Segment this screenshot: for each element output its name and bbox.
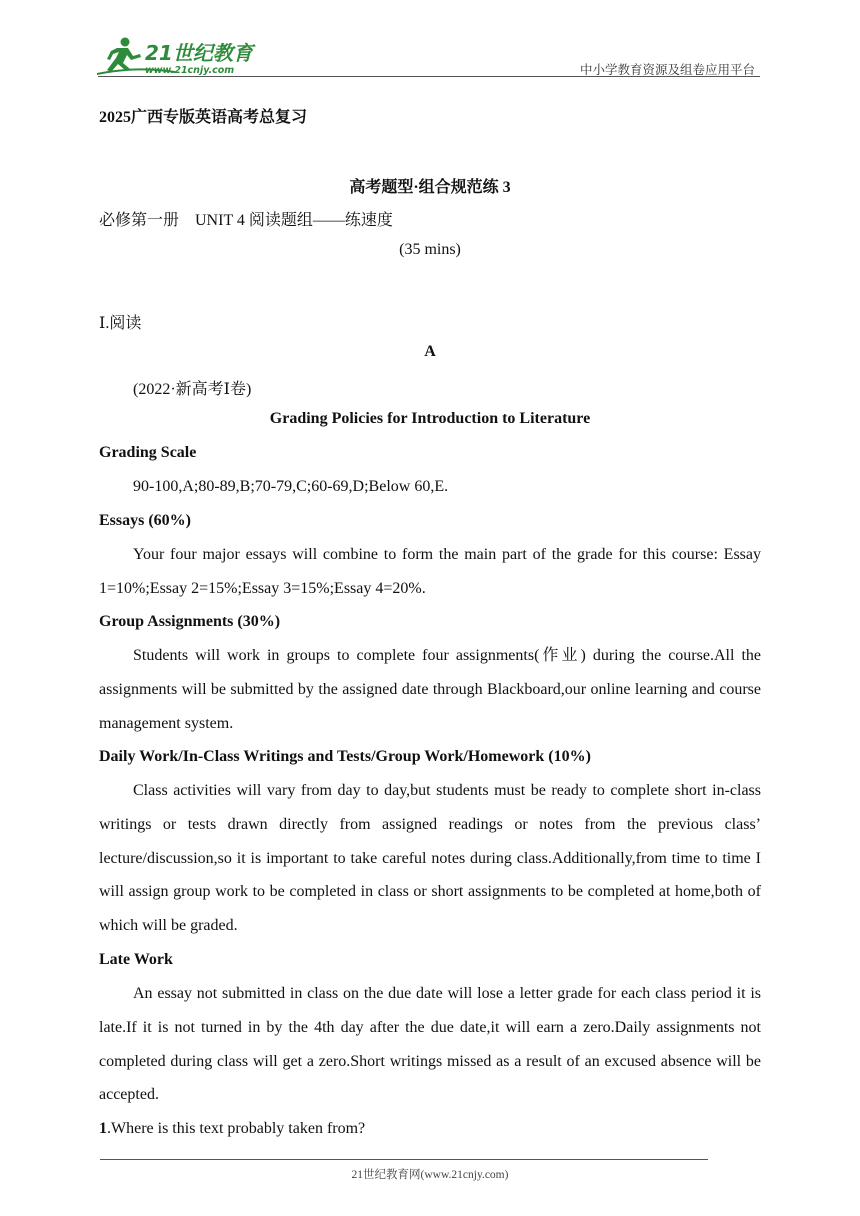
heading-grading-scale: Grading Scale (99, 444, 197, 461)
question-text: .Where is this text probably taken from? (107, 1120, 366, 1137)
question-1 (99, 1120, 365, 1138)
top-title: 2025广西专版英语高考总复习 (99, 109, 308, 126)
heading-daily-work: Daily Work/In-Class Writings and Tests/Group Work/Homework (10%) (99, 748, 591, 765)
logo-text: 21世纪教育 (145, 41, 253, 65)
main-title: 高考题型·组合规范练 3 (349, 179, 511, 196)
part-label: A (424, 343, 436, 360)
heading-late-work: Late Work (99, 951, 173, 968)
footer-divider (100, 1159, 708, 1160)
header-divider (98, 76, 760, 77)
group-paragraph: Students will work in groups to complete four assignments(作业) during the course.All the assignments will be submitted by the assigned date through Blackboard,our online learning and course management system. (99, 647, 761, 732)
question-number: 1 (99, 1120, 107, 1137)
time-limit: (35 mins) (399, 241, 461, 258)
source-note: (2022·新高考Ⅰ卷) (133, 381, 252, 398)
site-logo (95, 36, 265, 78)
subtitle: 必修第一册 UNIT 4 阅读题组——练速度 (99, 212, 393, 229)
heading-essays: Essays (60%) (99, 512, 192, 529)
header-platform-text: 中小学教育资源及组卷应用平台 (579, 62, 755, 77)
passage-title: Grading Policies for Introduction to Literature (269, 410, 591, 427)
section-heading: Ⅰ.阅读 (99, 315, 142, 332)
late-paragraph: An essay not submitted in class on the due date will lose a letter grade for each class period it is late.If it is not turned in by the 4th day after the due date,it will earn a zero.Daily assignments not completed during class will get a zero.Short writings missed as a result of an excused absence will be accepted. (99, 985, 761, 1104)
logo-url: www.21cnjy.com (145, 65, 235, 76)
footer-text: 21世纪教育网(www.21cnjy.com) (351, 1169, 509, 1181)
page-header (0, 0, 860, 80)
heading-group-assignments: Group Assignments (30%) (99, 613, 281, 630)
grading-scale-text: 90-100,A;80-89,B;70-79,C;60-69,D;Below 60,E. (133, 478, 449, 495)
daily-paragraph: Class activities will vary from day to day,but students must be ready to complete short in-class writings or tests drawn directly from assigned readings or notes from the previous class’ lecture/discussion,so it is important to take careful notes during class.Additionally,from time to time I will assign group work to be completed in class or short assignments to be completed at home,both of which will be graded. (99, 782, 761, 935)
essays-paragraph: Your four major essays will combine to form the main part of the grade for this course: Essay 1=10%;Essay 2=15%;Essay 3=15%;Essay 4=20%. (99, 546, 761, 597)
